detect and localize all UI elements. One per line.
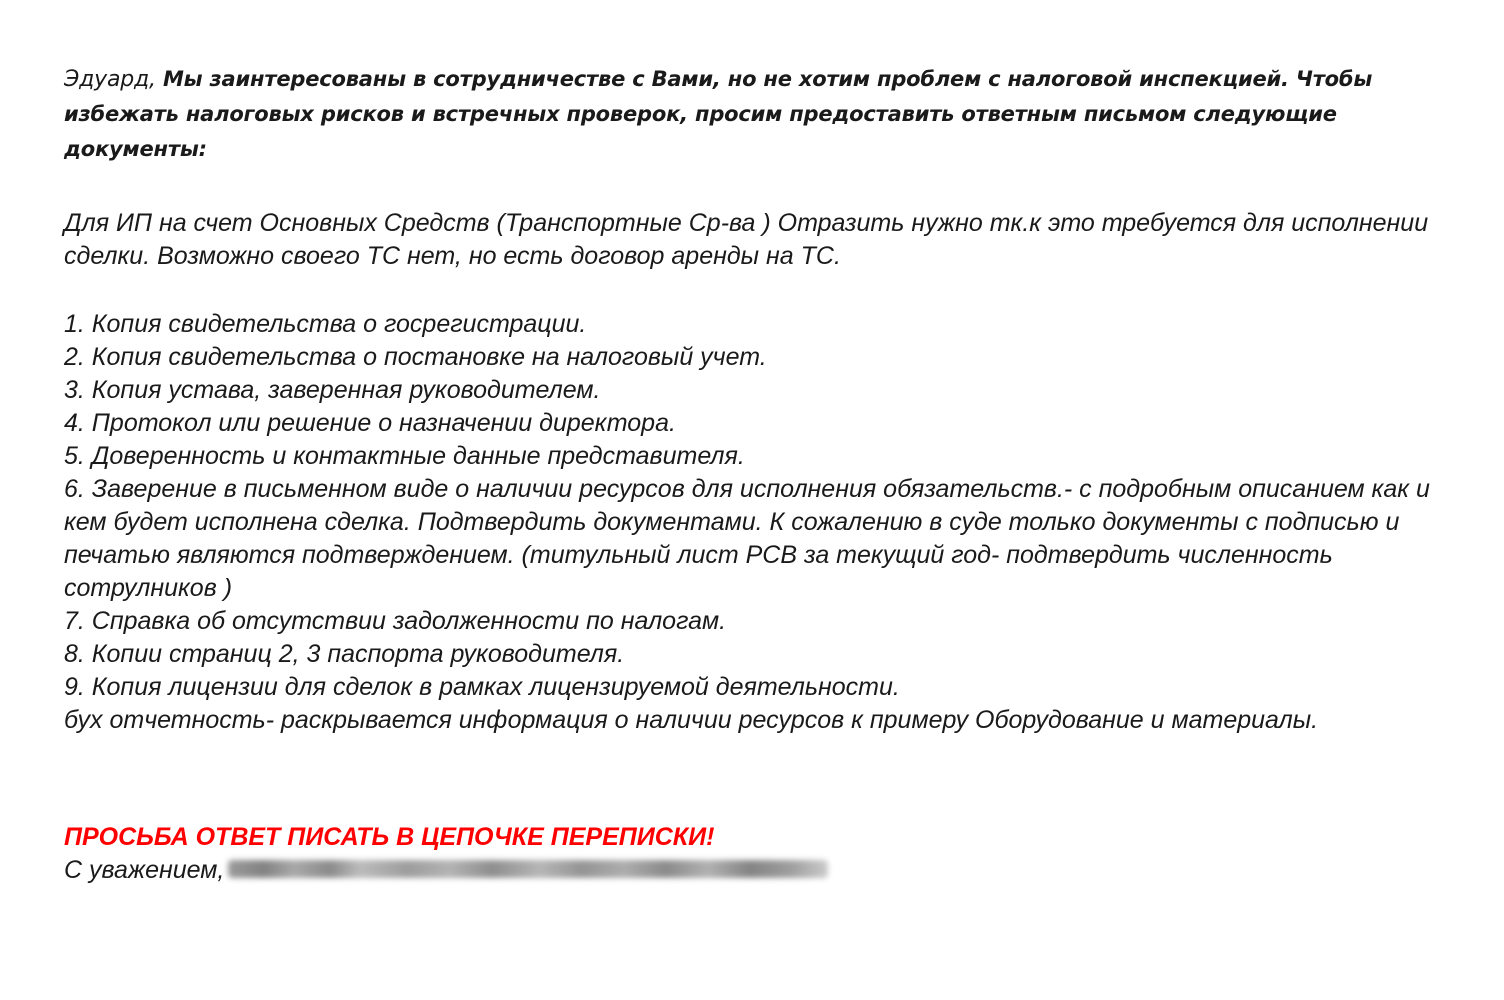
- document-item-7: 7. Справка об отсутствии задолженности по налогам.: [64, 607, 727, 635]
- document-item-3: 3. Копия устава, заверенная руководителем.: [64, 376, 601, 404]
- document-item-4: 4. Протокол или решение о назначении директора.: [64, 409, 676, 437]
- document-item-1: 1. Копия свидетельства о госрегистрации.: [64, 310, 587, 338]
- letter-body: [64, 62, 1454, 887]
- redacted-sender-name: [228, 860, 828, 878]
- document-item-9: 9. Копия лицензии для сделок в рамках лицензируемой деятельности.: [64, 673, 900, 701]
- signature-closing: С уважением,: [64, 856, 225, 884]
- document-item-8: 8. Копии страниц 2, 3 паспорта руководителя.: [64, 640, 625, 668]
- signature-line: [64, 854, 1454, 887]
- document-item-2: 2. Копия свидетельства о постановке на налоговый учет.: [64, 343, 767, 371]
- intro-paragraph: [64, 62, 1454, 167]
- accounting-note: бух отчетность- раскрывается информация о наличии ресурсов к примеру Оборудование и материалы.: [64, 706, 1319, 734]
- reply-in-thread-request: ПРОСЬБА ОТВЕТ ПИСАТЬ В ЦЕПОЧКЕ ПЕРЕПИСКИ!: [64, 823, 715, 851]
- ip-note-paragraph: Для ИП на счет Основных Средств (Транспортные Ср-ва ) Отразить нужно тк.к это требуется для исполнении сделки. Возможно своего ТС нет, но есть договор аренды на ТС.: [64, 209, 1429, 270]
- document-item-5: 5. Доверенность и контактные данные представителя.: [64, 442, 745, 470]
- intro-text: Мы заинтересованы в сотрудничестве с Вами, но не хотим проблем с налоговой инспекцией. Чтобы избежать налоговых рисков и встречных проверок, просим предоставить ответным письмом следующие документы:: [64, 67, 1373, 161]
- document-item-6: 6. Заверение в письменном виде о наличии ресурсов для исполнения обязательств.- с подробным описанием как и кем будет исполнена сделка. Подтвердить документами. К сожалению в суде только документы с подписью и печатью являются подтверждением. (титульный лист РСВ за текущий год- подтвердить численность сотрулников ): [64, 475, 1430, 602]
- documents-list: [64, 308, 1454, 704]
- recipient-name: Эдуард,: [64, 67, 156, 92]
